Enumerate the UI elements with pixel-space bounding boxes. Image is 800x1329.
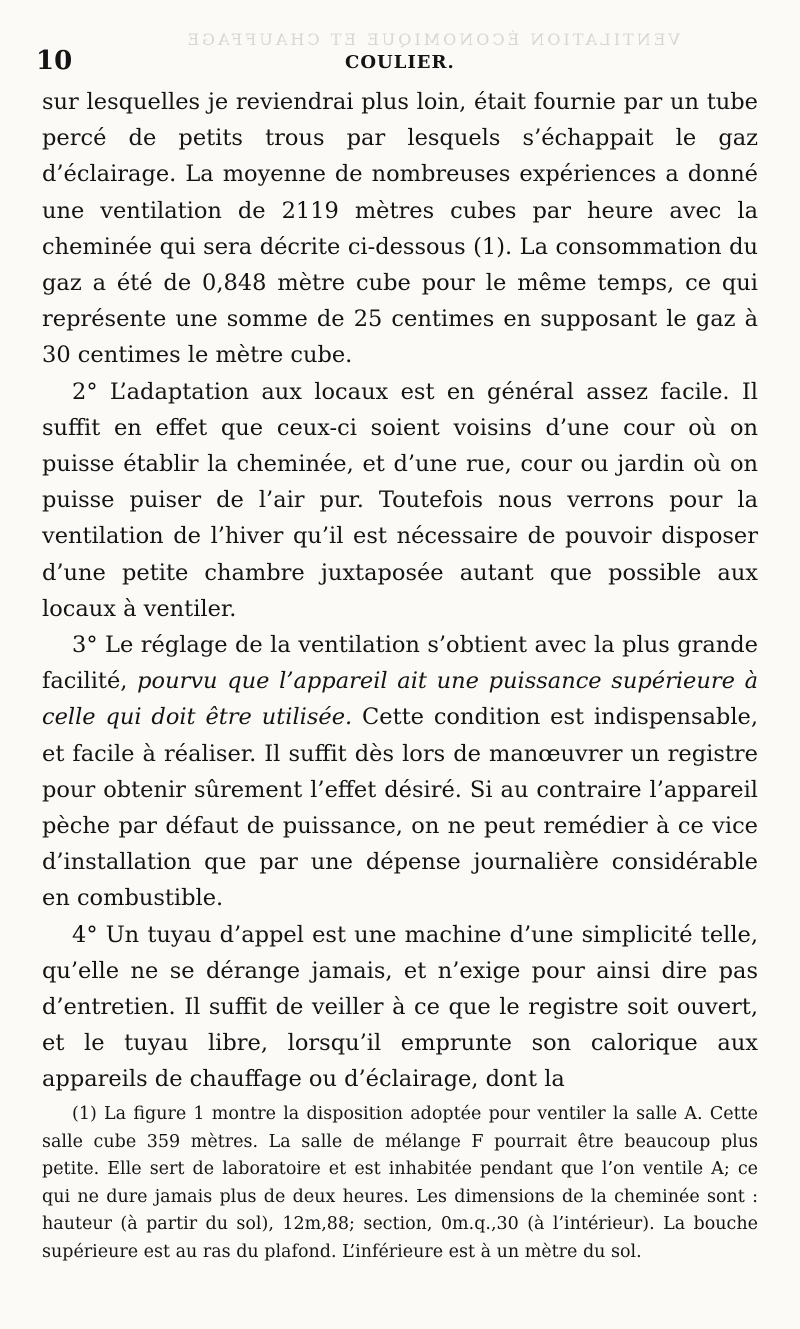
text-run: 2° L’adaptation aux locaux est en général assez facile. Il suffit en effet que ceux-ci soient voisins d’une cour où on puisse établir la cheminée, et d’une rue, cour ou jardin où on puisse puiser de l’air pur. Toutefois nous verrons pour la ventilation de l’hiver qu’il est nécessaire de pouvoir disposer d’une petite chambre juxtaposée autant que possible aux locaux à ventiler. (42, 378, 758, 622)
paragraph-point-4 (42, 917, 758, 1098)
text-run: sur lesquelles je reviendrai plus loin, était fournie par un tube percé de petits trous par lesquels s’échappait le gaz d’éclairage. La moyenne de nombreuses expériences a donné une ventilation de 2119 mètres cubes par heure avec la cheminée qui sera décrite ci-dessous (1). La consommation du gaz a été de 0,848 mètre cube pour le même temps, ce qui représente une somme de 25 centimes en supposant le gaz à 30 centimes le mètre cube. (42, 89, 758, 369)
page-number: 10 (36, 46, 73, 76)
bleed-through-text: VENTILATION ÉCONOMIQUE ET CHAUFFAGE (184, 30, 680, 49)
body-text (42, 84, 758, 1098)
text-run: 4° Un tuyau d’appel est une machine d’une simplicité telle, qu’elle ne se dérange jamais, et n’exige pour ainsi dire pas d’entretien. Il suffit de veiller à ce que le registre soit ouvert, et le tuyau libre, lorsqu’il emprunte son calorique aux appareils de chauffage ou d’éclairage, dont la (42, 921, 758, 1093)
running-head: COULIER. (345, 52, 455, 73)
text-run: Cette condition est indispensable, et facile à réaliser. Il suffit dès lors de manœuvrer un registre pour obtenir sûrement l’effet désiré. Si au contraire l’appareil pèche par défaut de puissance, on ne peut remédier à ce vice d’installation que par une dépense journalière considérable en combustible. (42, 704, 759, 912)
text-run: 3° Le réglage de la ventilation s’obtient avec la plus grande facilité, (42, 632, 758, 695)
paragraph-continuation (42, 84, 758, 374)
italic-text-run: pourvu que l’appareil ait une puissance supérieure à celle qui doit être utilisée. (42, 668, 759, 731)
paragraph-point-3 (42, 627, 758, 917)
footnote-1: (1) La figure 1 montre la disposition adoptée pour ventiler la salle A. Cette salle cube 359 mètres. La salle de mélange F pourrait être beaucoup plus petite. Elle sert de laboratoire et est inhabitée pendant que l’on ventile A; ce qui ne dure jamais plus de deux heures. Les dimensions de la cheminée sont : hauteur (à partir du sol), 12m,88; section, 0m.q.,30 (à l’intérieur). La bouche supérieure est au ras du plafond. L’inférieure est à un mètre du sol. (42, 1104, 758, 1262)
footnotes (42, 1101, 758, 1266)
paragraph-point-2 (42, 374, 758, 627)
page-header (36, 46, 776, 80)
